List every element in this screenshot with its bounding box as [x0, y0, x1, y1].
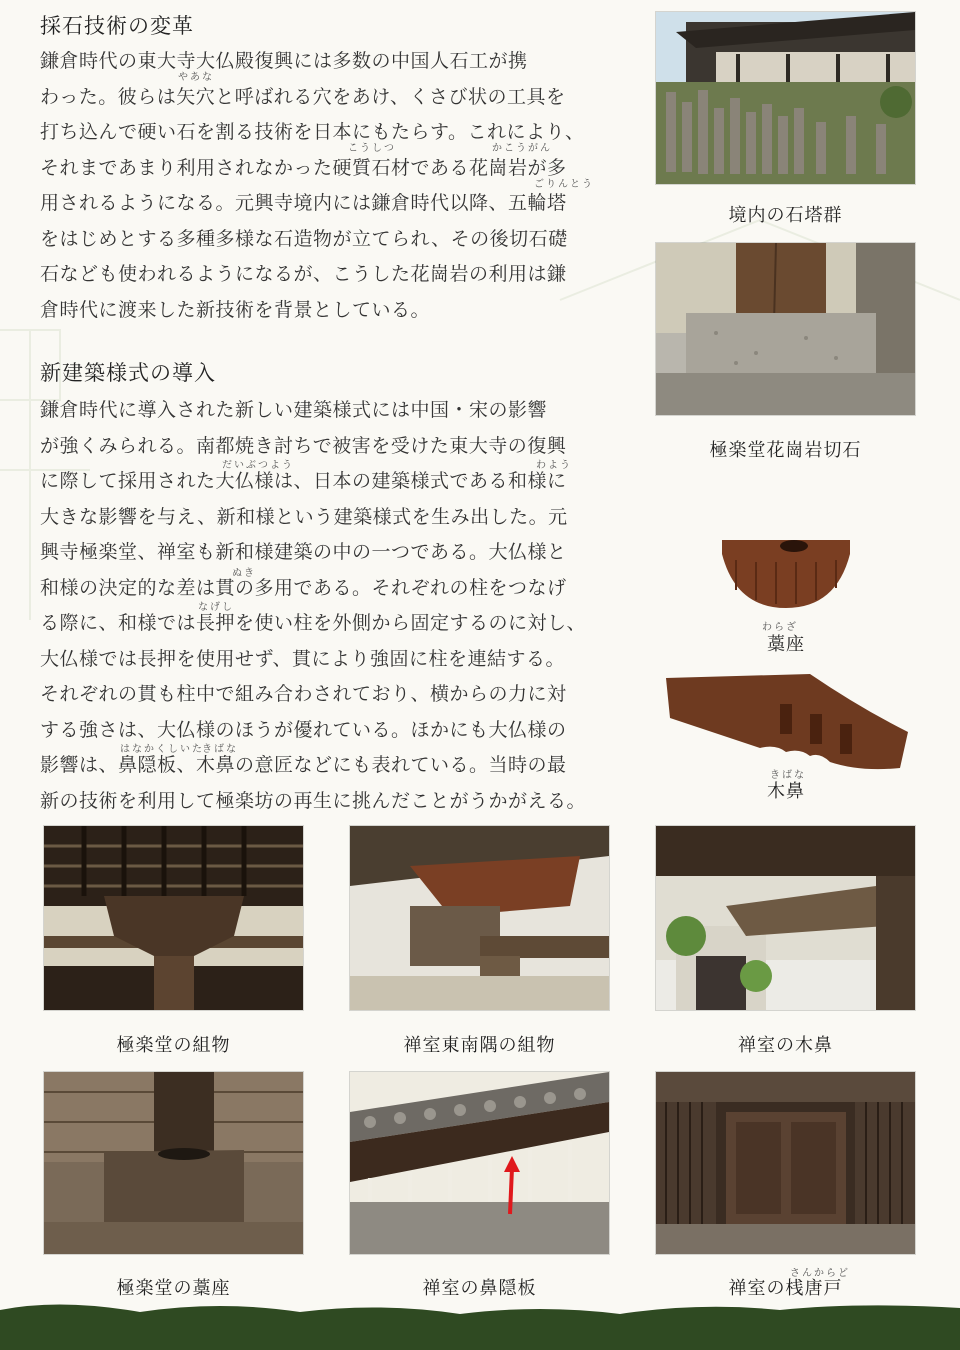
furigana: なげし — [198, 602, 234, 613]
section-heading-new-architecture: 新建築様式の導入 — [40, 361, 216, 385]
body-line: 和様の決定的な差は貫の多用である。それぞれの柱をつなげ — [40, 576, 567, 599]
body-line: 打ち込んで硬い石を割る技術を日本にもたらす。これにより、 — [40, 121, 585, 143]
body-line: が強くみられる。南都焼き討ちで被害を受けた東大寺の復興 — [40, 434, 567, 457]
body-line: 大仏様では長押を使用せず、貫により強固に柱を連結する。 — [40, 647, 565, 670]
body-line: する強さは、大仏様のほうが優れている。ほかにも大仏様の — [40, 718, 567, 741]
body-line: 倉時代に渡来した新技術を背景としている。 — [40, 298, 431, 321]
caption-zenshitsu-hanakakushi: 禅室の鼻隠板 — [422, 1278, 537, 1299]
furigana: だいぶつよう — [222, 460, 294, 471]
furigana: こうしつ — [348, 143, 396, 154]
photo-waraza-object — [716, 530, 856, 610]
furigana: やあな — [178, 72, 214, 83]
caption-kibana: 木鼻 — [767, 781, 805, 802]
body-line: 鎌倉時代の東大寺大仏殿復興には多数の中国人石工が携 — [40, 50, 528, 72]
furigana: ごりんとう — [534, 179, 594, 190]
section-body-new-architecture — [40, 393, 600, 819]
photo-granite-stone — [656, 243, 915, 415]
photo-gokurakudo-waraza — [44, 1072, 303, 1254]
caption-granite-stone: 極楽堂花崗岩切石 — [709, 440, 862, 461]
body-line: 用されるようになる。元興寺境内には鎌倉時代以降、五輪塔 — [40, 192, 567, 214]
caption-gokurakudo-kumimono: 極楽堂の組物 — [116, 1035, 231, 1056]
furigana: きばな — [202, 744, 238, 755]
body-line: る際に、和様では長押を使い柱を外側から固定するのに対し、 — [40, 612, 587, 634]
caption-zenshitsu-sankarado: 禅室の桟唐戸 — [728, 1278, 843, 1299]
section-body-stone-technique — [40, 44, 600, 328]
caption-stone-towers: 境内の石塔群 — [728, 205, 843, 226]
caption-waraza: 藁座 — [767, 634, 805, 655]
body-line: 興寺極楽堂、禅室も新和様建築の中の一つである。大仏様と — [40, 541, 567, 563]
furigana: わらざ — [762, 622, 798, 633]
photo-stone-towers — [656, 12, 915, 184]
caption-zenshitsu-kumimono: 禅室東南隅の組物 — [403, 1035, 556, 1056]
furigana: きばな — [770, 770, 806, 781]
furigana: さんからど — [790, 1268, 850, 1279]
body-line: それまであまり利用されなかった硬質石材である花崗岩が多 — [40, 156, 567, 179]
photo-zenshitsu-kibana — [656, 826, 915, 1010]
photo-zenshitsu-hanakakushi — [350, 1072, 609, 1254]
furigana: わよう — [536, 460, 572, 471]
body-line: に際して採用された大仏様は、日本の建築様式である和様に — [40, 470, 567, 492]
furigana: ぬき — [232, 568, 256, 579]
body-line: 石なども使われるようになるが、こうした花崗岩の利用は鎌 — [40, 263, 567, 285]
furigana: はなかくしいた — [120, 744, 204, 755]
body-line: 新の技術を利用して極楽坊の再生に挑んだことがうかがえる。 — [40, 789, 587, 812]
body-line: をはじめとする多種多様な石造物が立てられ、その後切石礎 — [40, 227, 568, 250]
photo-kibana-object — [660, 668, 912, 778]
photo-zenshitsu-sankarado — [656, 1072, 915, 1254]
body-line: 影響は、鼻隠板、木鼻の意匠などにも表れている。当時の最 — [40, 754, 567, 776]
caption-zenshitsu-kibana: 禅室の木鼻 — [738, 1035, 833, 1056]
furigana: かこうがん — [492, 143, 552, 154]
body-line: 鎌倉時代に導入された新しい建築様式には中国・宋の影響 — [40, 399, 548, 421]
arrow-indicator — [510, 1168, 512, 1214]
section-heading-stone-technique: 採石技術の変革 — [40, 14, 194, 38]
footer-band — [0, 1320, 960, 1350]
body-line: わった。彼らは矢穴と呼ばれる穴をあけ、くさび状の工具を — [40, 85, 566, 108]
body-line: 大きな影響を与え、新和様という建築様式を生み出した。元 — [40, 505, 568, 528]
caption-gokurakudo-waraza: 極楽堂の藁座 — [116, 1278, 231, 1299]
body-line: それぞれの貫も柱中で組み合わされており、横からの力に対 — [40, 683, 567, 705]
photo-zenshitsu-kumimono — [350, 826, 609, 1010]
photo-gokurakudo-kumimono — [44, 826, 303, 1010]
